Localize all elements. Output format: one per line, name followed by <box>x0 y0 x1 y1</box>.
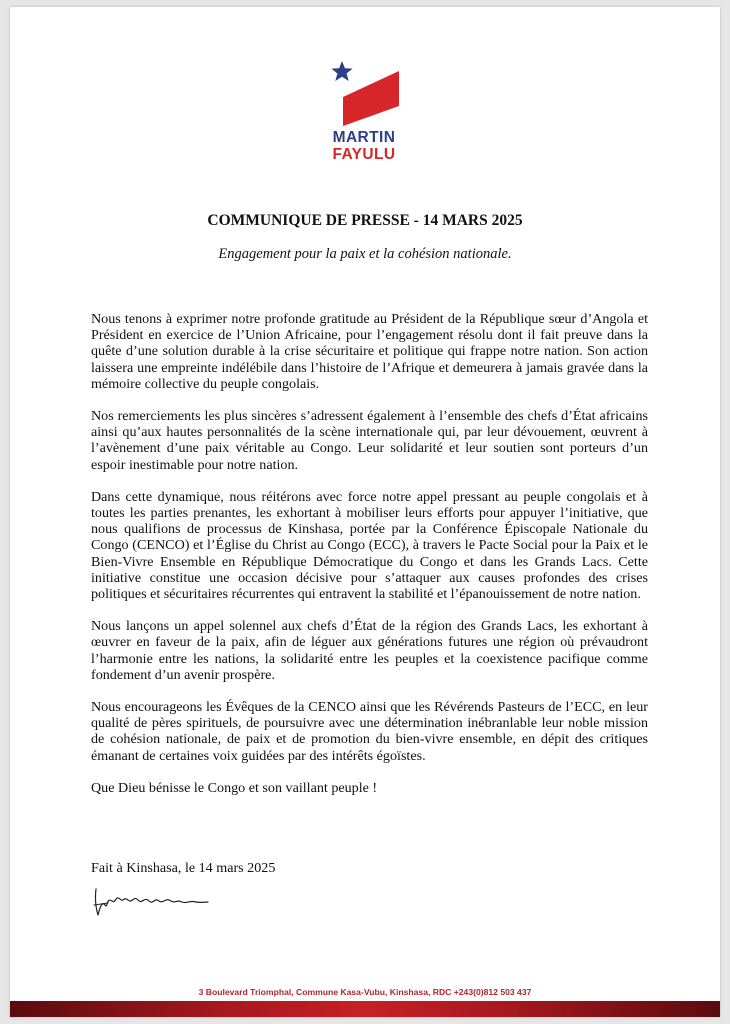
party-logo <box>328 59 400 169</box>
paragraph-2: Nos remerciements les plus sincères s’adressent également à l’ensemble des chefs d’État africains ainsi qu’aux hautes personnalités de la scène internationale qui, par leur dévouement, œuvrent à l’avènement d’une paix véritable au Congo. Leur solidarité et leur soutien sont porteurs d’un espoir inestimable pour notre nation. <box>91 408 648 473</box>
star-icon <box>331 61 352 81</box>
signed-at: Fait à Kinshasa, le 14 mars 2025 <box>91 860 276 876</box>
logo-last-name: FAYULU <box>332 146 396 163</box>
paragraph-5: Nous encourageons les Évêques de la CENCO ainsi que les Révérends Pasteurs de l’ECC, en leur qualité de pères spirituels, de poursuivre avec une détermination inébranlable leur noble mission de cohésion nationale, de paix et de promotion du bien-vivre ensemble, en dépit des critiques émanant de certaines voix guidées par des intérêts égoïstes. <box>91 699 648 764</box>
paragraph-4: Nous lançons un appel solennel aux chefs d’État de la région des Grands Lacs, les exhortant à œuvrer en faveur de la paix, afin de léguer aux générations futures une région où prévaudront l’harmonie entre les nations, la solidarité entre les peuples et la coexistence pacifique comme fondement d’un avenir prospère. <box>91 618 648 683</box>
paragraph-1: Nous tenons à exprimer notre profonde gratitude au Président de la République sœur d’Angola et Président en exercice de l’Union Africaine, pour l’engagement résolu dont il fait preuve dans la quête d’une solution durable à la crise sécuritaire et politique qui frappe notre nation. Son action laissera une empreinte indélébile dans l’histoire de l’Afrique et demeurera à jamais gravée dans la mémoire collective du peuple congolais. <box>91 311 648 392</box>
paragraph-3: Dans cette dynamique, nous réitérons avec force notre appel pressant au peuple congolais et à toutes les parties prenantes, les exhortant à mobiliser leurs efforts pour appuyer l’initiative, que nous qualifions de processus de Kinshasa, portée par la Conférence Épiscopale Nationale du Congo (CENCO) et l’Église du Christ au Congo (ECC), à travers le Pacte Social pour la Paix et le Bien-Vivre Ensemble en République Démocratique du Congo et dans les Grands Lacs. Cette initiative constitue une occasion décisive pour s’attaquer aux causes profondes des crises politiques et sécuritaires récurrentes qui entravent la stabilité et l’épanouissement de notre nation. <box>91 488 648 603</box>
closing-line: Que Dieu bénisse le Congo et son vaillant peuple ! <box>91 779 378 796</box>
footer-address: 3 Boulevard Triomphal, Commune Kasa-Vubu, Kinshasa, RDC +243(0)812 503 437 <box>198 987 532 997</box>
document-page <box>10 7 720 1017</box>
document-body <box>91 311 648 796</box>
footer-bar <box>10 1001 720 1017</box>
signature-image <box>92 883 212 919</box>
page-subtitle: Engagement pour la paix et la cohésion nationale. <box>218 246 512 262</box>
red-flag-icon <box>343 71 399 126</box>
logo-first-name: MARTIN <box>332 129 396 146</box>
page-title: COMMUNIQUE DE PRESSE - 14 MARS 2025 <box>207 212 523 229</box>
flag-mark <box>328 59 400 129</box>
